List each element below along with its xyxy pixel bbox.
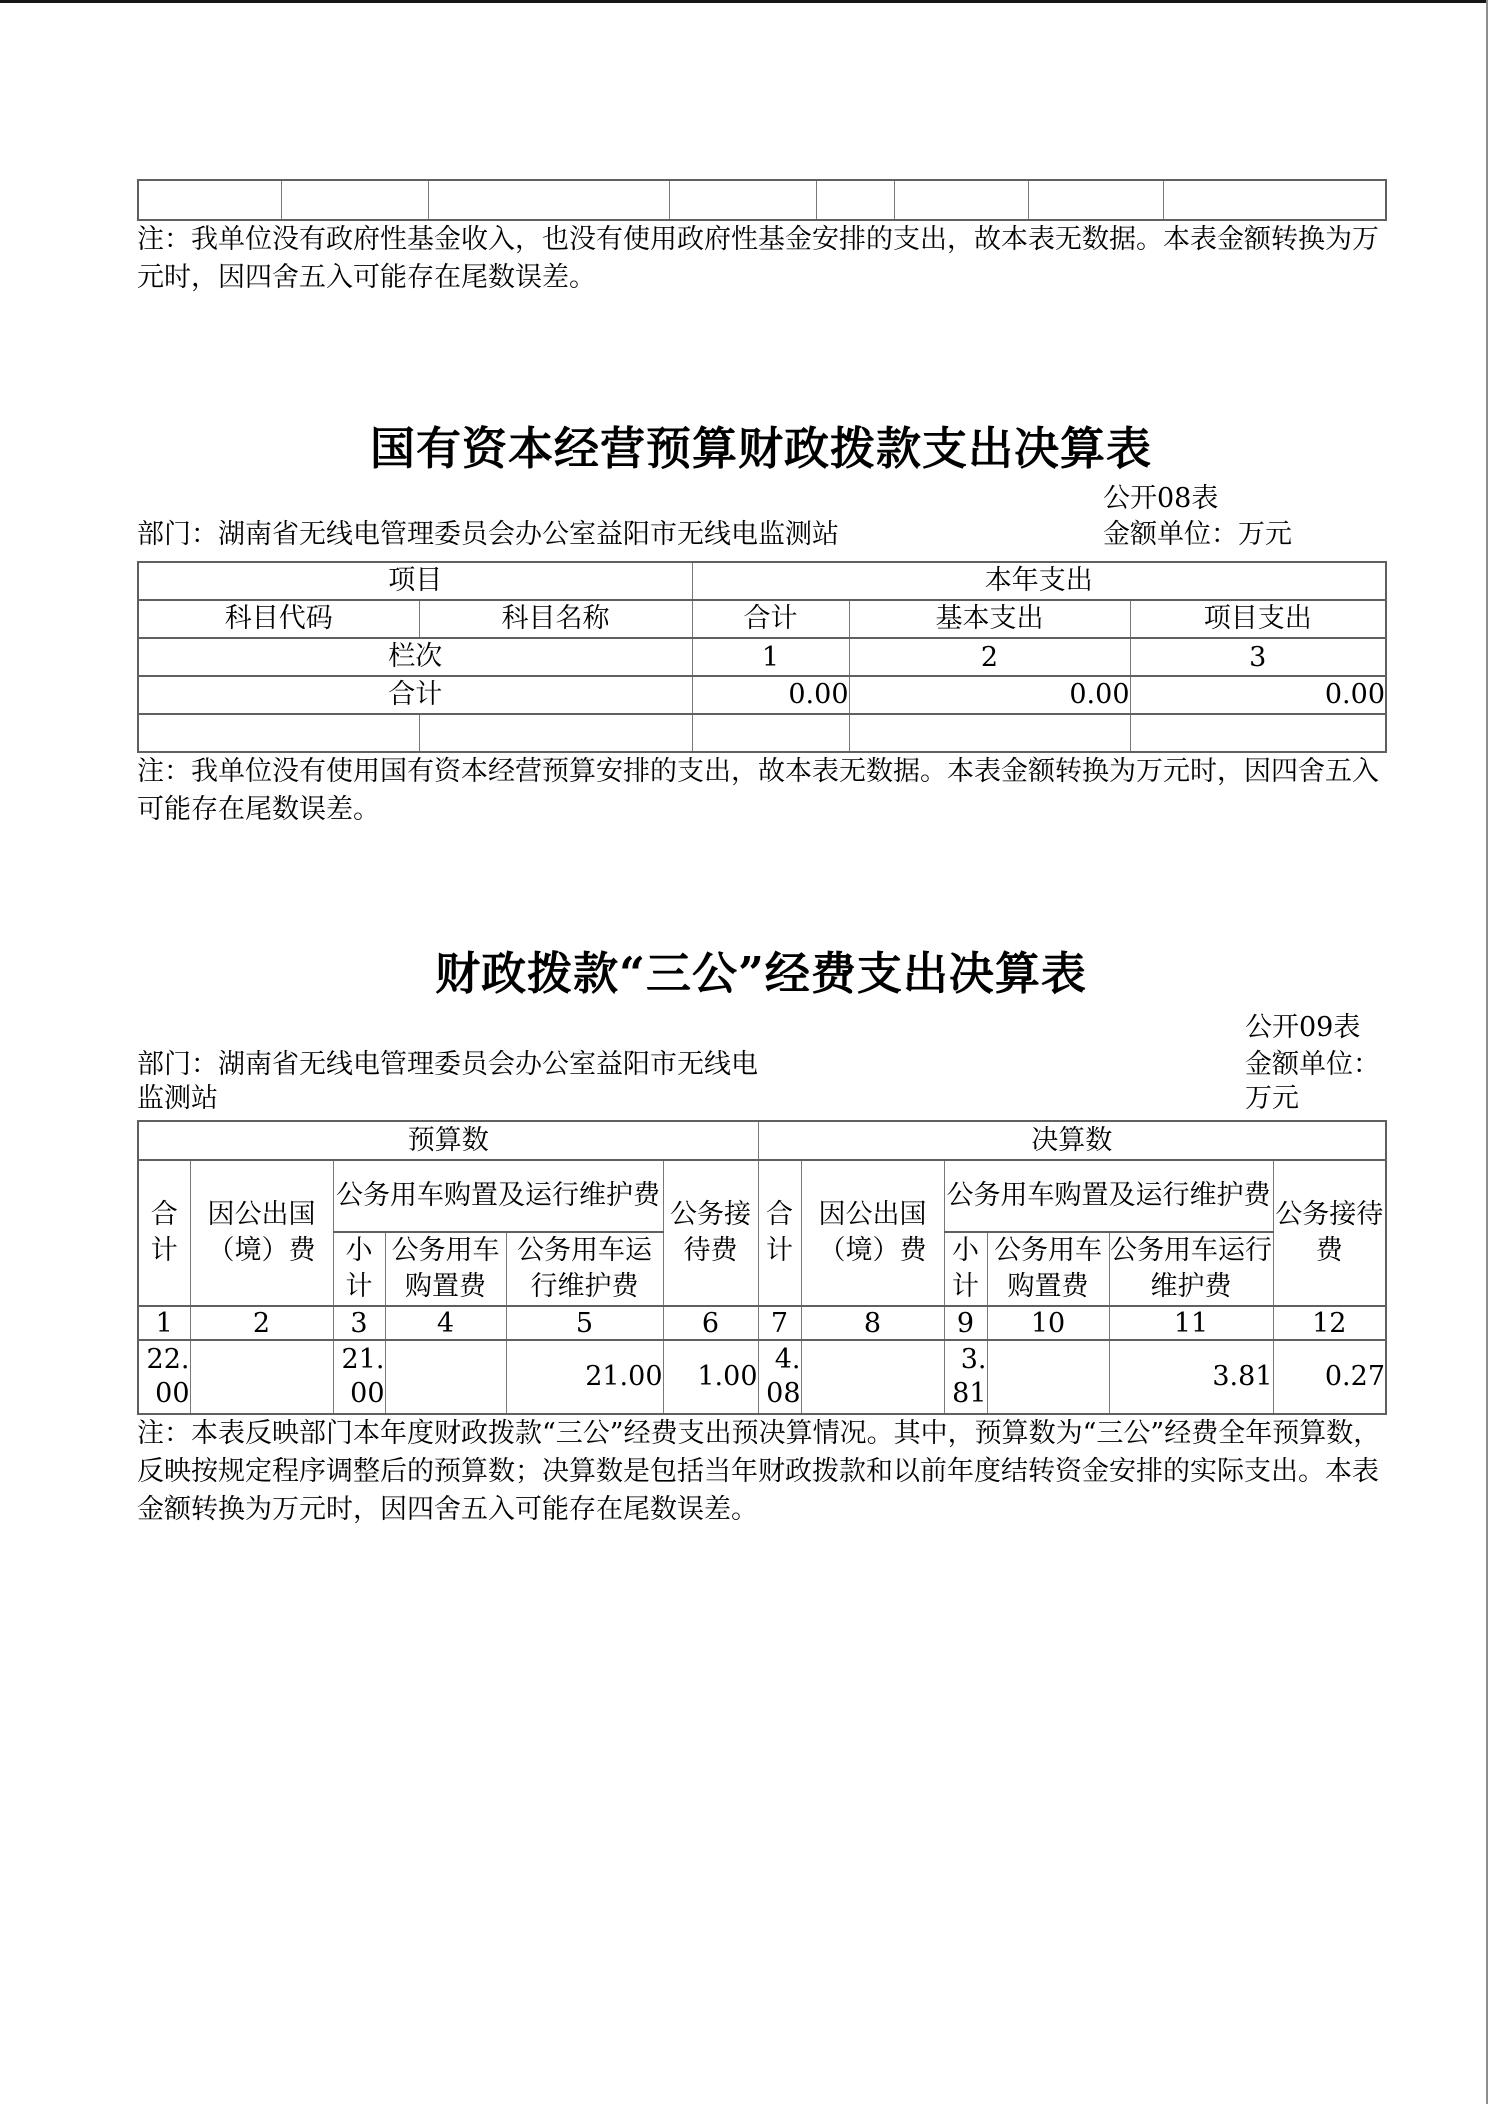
column-index: 2 [849,638,1130,676]
column-index: 7 [758,1306,801,1340]
table08-unit-label: 金额单位：万元 [1103,519,1292,550]
header-basic-expense: 基本支出 [849,600,1130,638]
note-state-capital: 注：我单位没有使用国有资本经营预算安排的支出，故本表无数据。本表金额转换为万元时，因四舍五入可能存在尾数误差。 [137,756,1379,825]
column-index: 3 [333,1306,385,1340]
final-reception-header: 公务接待费 [1273,1160,1386,1306]
empty-cell [669,180,816,220]
budget-vehicle-maintenance-value: 21.00 [506,1340,663,1414]
total-value: 0.00 [849,676,1130,714]
column-index-label: 栏次 [138,638,692,676]
header-item: 项目 [138,562,692,600]
table08-department: 部门：湖南省无线电管理委员会办公室益阳市无线电监测站 [137,519,839,550]
table08-title: 国有资本经营预算财政拨款支出决算表 [369,422,1152,475]
column-index: 8 [801,1306,944,1340]
gov-fund-table-empty-row [137,179,1387,221]
table09-unit-label: 金额单位：万元 [1245,1049,1380,1114]
column-index: 4 [385,1306,506,1340]
empty-cell [138,714,419,752]
table08-meta-row [137,517,1385,553]
page-top-edge [0,0,1488,3]
three-public-expense-table [137,1120,1387,1415]
final-vehicle-maintenance-header: 公务用车运行维护费 [1109,1232,1273,1306]
table08-form-code: 公开08表 [1103,483,1219,514]
budget-vehicle-group-header: 公务用车购置及运行维护费 [333,1160,663,1232]
table09-form-code-row [137,1010,1385,1046]
budget-reception-header: 公务接待费 [663,1160,758,1306]
state-capital-expense-table [137,561,1387,753]
column-index: 10 [987,1306,1109,1340]
header-subject-code: 科目代码 [138,600,419,638]
column-index: 12 [1273,1306,1386,1340]
budget-group-header: 预算数 [138,1121,758,1160]
column-index: 3 [1130,638,1386,676]
empty-cell [419,714,692,752]
final-total-value: 4.08 [758,1340,801,1414]
final-total-header: 合计 [758,1160,801,1306]
final-vehicle-maintenance-value: 3.81 [1109,1340,1273,1414]
note-gov-fund: 注：我单位没有政府性基金收入，也没有使用政府性基金安排的支出，故本表无数据。本表金额转换为万元时，因四舍五入可能存在尾数误差。 [137,224,1379,293]
empty-cell [692,714,849,752]
empty-cell [894,180,1028,220]
budget-vehicle-purchase-header: 公务用车购置费 [385,1232,506,1306]
column-index: 11 [1109,1306,1273,1340]
table09-title: 财政拨款“三公”经费支出决算表 [435,947,1087,1000]
column-index: 2 [190,1306,333,1340]
final-subtotal-value: 3.81 [944,1340,987,1414]
budget-abroad-header: 因公出国（境）费 [190,1160,333,1306]
table-row [138,562,1386,600]
total-row-label: 合计 [138,676,692,714]
final-reception-value: 0.27 [1273,1340,1386,1414]
budget-abroad-value [190,1340,333,1414]
budget-vehicle-purchase-value [385,1340,506,1414]
column-index: 1 [138,1306,190,1340]
note-three-public: 注：本表反映部门本年度财政拨款“三公”经费支出预决算情况。其中，预算数为“三公”经费全年预算数，反映按规定程序调整后的预算数；决算数是包括当年财政拨款和以前年度结转资金安排的实际支出。本表金额转换为万元时，因四舍五入可能存在尾数误差。 [137,1418,1381,1525]
column-index: 6 [663,1306,758,1340]
empty-cell [816,180,894,220]
final-abroad-header: 因公出国（境）费 [801,1160,944,1306]
table-row [138,1306,1386,1340]
final-group-header: 决算数 [758,1121,1386,1160]
table-row [138,1340,1386,1414]
table-row [138,714,1386,752]
table09-form-code: 公开09表 [1245,1012,1361,1043]
empty-cell [849,714,1130,752]
budget-subtotal-header: 小计 [333,1232,385,1306]
total-value: 0.00 [1130,676,1386,714]
column-index: 1 [692,638,849,676]
empty-cell [281,180,428,220]
table-row [138,600,1386,638]
final-vehicle-purchase-value [987,1340,1109,1414]
budget-total-header: 合计 [138,1160,190,1306]
empty-cell [1163,180,1386,220]
empty-cell [1028,180,1163,220]
empty-cell [428,180,669,220]
empty-cell [1130,714,1386,752]
table-row [138,180,1386,220]
header-current-year-expense: 本年支出 [692,562,1386,600]
table-row [138,676,1386,714]
table09-meta-row [137,1048,1385,1116]
header-subject-name: 科目名称 [419,600,692,638]
budget-total-value: 22.00 [138,1340,190,1414]
header-project-expense: 项目支出 [1130,600,1386,638]
table-row [138,1121,1386,1160]
budget-reception-value: 1.00 [663,1340,758,1414]
final-abroad-value [801,1340,944,1414]
column-index: 9 [944,1306,987,1340]
final-vehicle-group-header: 公务用车购置及运行维护费 [944,1160,1273,1232]
header-total: 合计 [692,600,849,638]
table-row [138,638,1386,676]
column-index: 5 [506,1306,663,1340]
total-value: 0.00 [692,676,849,714]
final-vehicle-purchase-header: 公务用车购置费 [987,1232,1109,1306]
table-row [138,1160,1386,1232]
table09-department: 部门：湖南省无线电管理委员会办公室益阳市无线电监测站 [137,1049,758,1114]
budget-subtotal-value: 21.00 [333,1340,385,1414]
table08-form-code-row [137,481,1385,517]
final-subtotal-header: 小计 [944,1232,987,1306]
budget-vehicle-maintenance-header: 公务用车运行维护费 [506,1232,663,1306]
empty-cell [138,180,281,220]
